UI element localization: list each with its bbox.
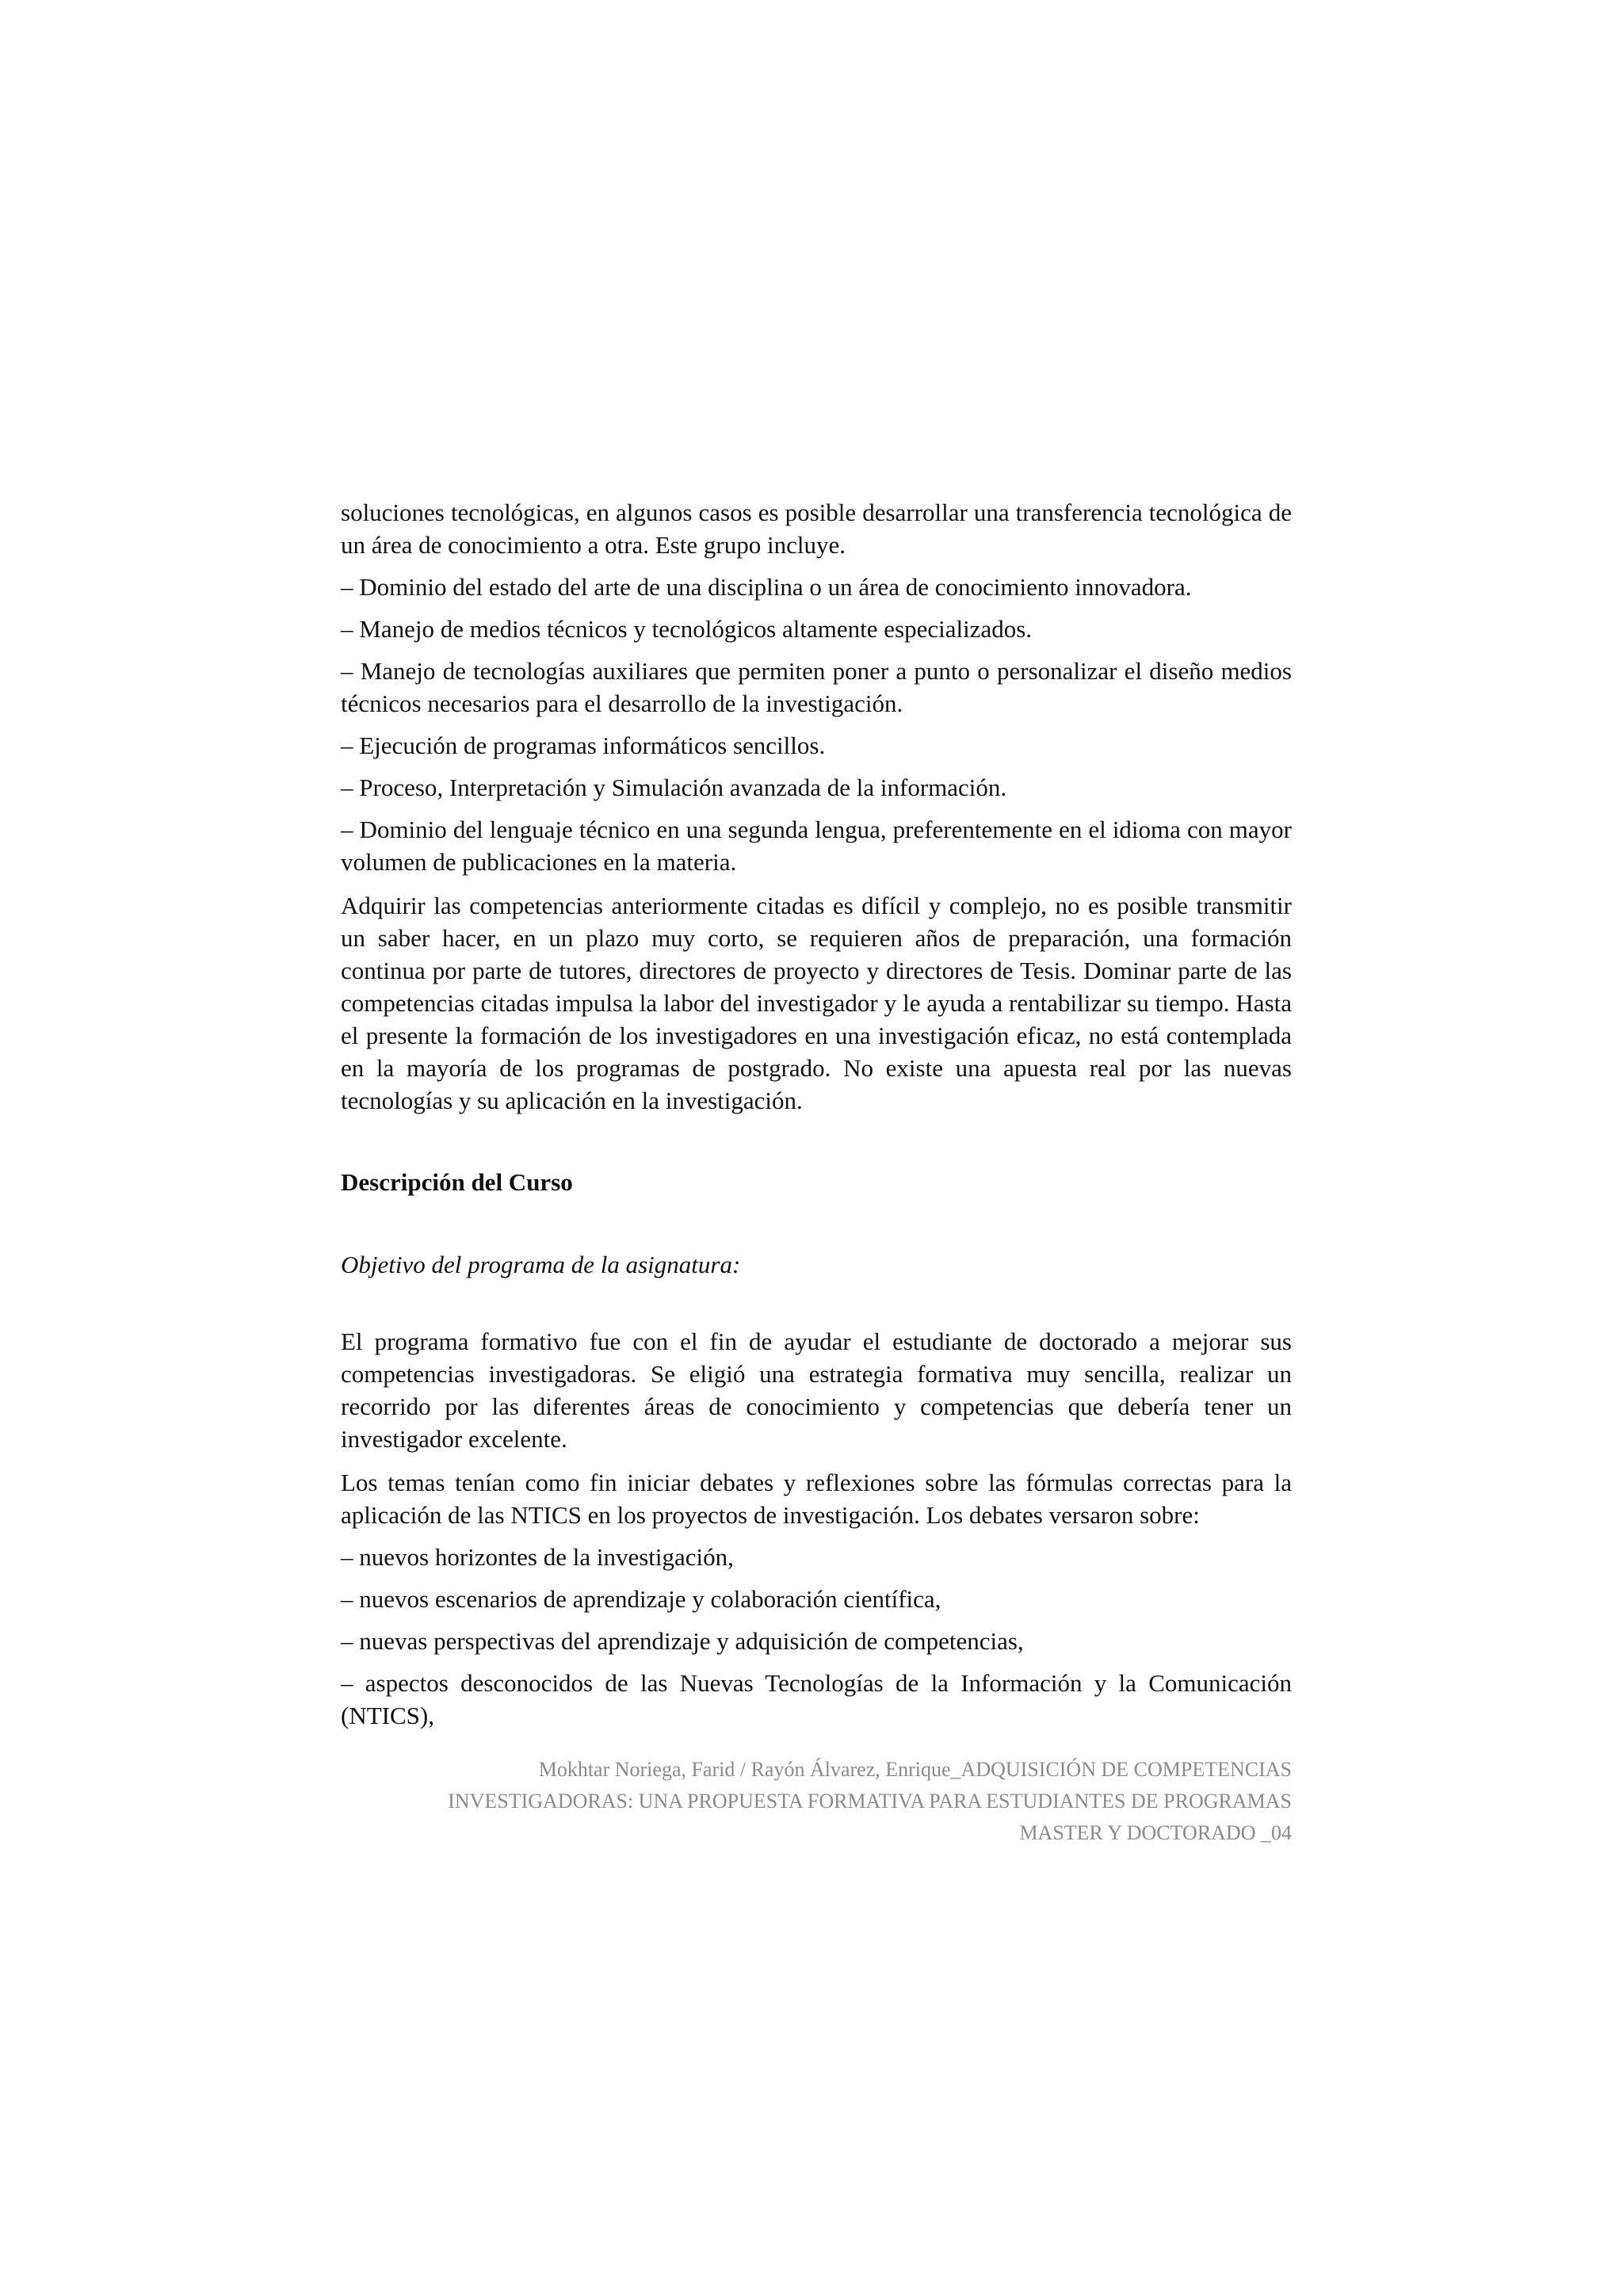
section-subheading: Objetivo del programa de la asignatura:: [341, 1251, 741, 1278]
footer-line: INVESTIGADORAS: UNA PROPUESTA FORMATIVA PARA ESTUDIANTES DE PROGRAMAS: [448, 1790, 1292, 1813]
paragraph-temas: Los temas tenían como fin iniciar debates y reflexiones sobre las fórmulas correctas para la aplicación de las NTICS en los proyectos de investigación. Los debates versaron sobre:: [341, 1469, 1292, 1529]
paragraph-intro: soluciones tecnológicas, en algunos casos es posible desarrollar una transferencia tecnológica de un área de conocimiento a otra. Este grupo incluye.: [341, 499, 1292, 559]
paragraph-programa: El programa formativo fue con el fin de ayudar el estudiante de doctorado a mejorar sus competencias investigadoras. Se eligió una estrategia formativa muy sencilla, realizar un recorrido por las diferentes áreas de conocimiento y competencias que debería tener un investigador excelente.: [341, 1328, 1292, 1453]
list-item-debate: – aspectos desconocidos de las Nuevas Tecnologías de la Información y la Comunicación (NTICS),: [341, 1669, 1292, 1729]
list-item-competencia: – Dominio del lenguaje técnico en una segunda lengua, preferentemente en el idioma con mayor volumen de publicaciones en la materia.: [341, 816, 1292, 876]
paragraph-adquirir: Adquirir las competencias anteriormente citadas es difícil y complejo, no es posible transmitir un saber hacer, en un plazo muy corto, se requieren años de preparación, una formación continua por parte de tutores, directores de proyecto y directores de Tesis. Dominar parte de las competencias citadas impulsa la labor del investigador y le ayuda a rentabilizar su tiempo. Hasta el presente la formación de los investigadores en una investigación eficaz, no está contemplada en la mayoría de los programas de postgrado. No existe una apuesta real por las nuevas tecnologías y su aplicación en la investigación.: [341, 892, 1292, 1114]
body-text: [341, 496, 1292, 1732]
list-item-competencia: – Proceso, Interpretación y Simulación avanzada de la información.: [341, 774, 1007, 801]
list-item-competencia: – Ejecución de programas informáticos sencillos.: [341, 732, 826, 759]
list-item-competencia: – Dominio del estado del arte de una disciplina o un área de conocimiento innovadora.: [341, 573, 1192, 601]
list-item-debate: – nuevos horizontes de la investigación,: [341, 1543, 734, 1571]
list-item-competencia: – Manejo de medios técnicos y tecnológicos altamente especializados.: [341, 615, 1033, 643]
list-item-debate: – nuevos escenarios de aprendizaje y colaboración científica,: [341, 1585, 941, 1613]
footer-line: Mokhtar Noriega, Farid / Rayón Álvarez, Enrique_ADQUISICIÓN DE COMPETENCIAS: [538, 1758, 1292, 1781]
page-footer: [341, 1754, 1292, 1849]
footer-line: MASTER Y DOCTORADO _04: [1019, 1821, 1292, 1844]
list-item-competencia: – Manejo de tecnologías auxiliares que permiten poner a punto o personalizar el diseño medios técnicos necesarios para el desarrollo de la investigación.: [341, 657, 1292, 717]
list-item-debate: – nuevas perspectivas del aprendizaje y adquisición de competencias,: [341, 1627, 1024, 1655]
section-heading: Descripción del Curso: [341, 1168, 573, 1196]
